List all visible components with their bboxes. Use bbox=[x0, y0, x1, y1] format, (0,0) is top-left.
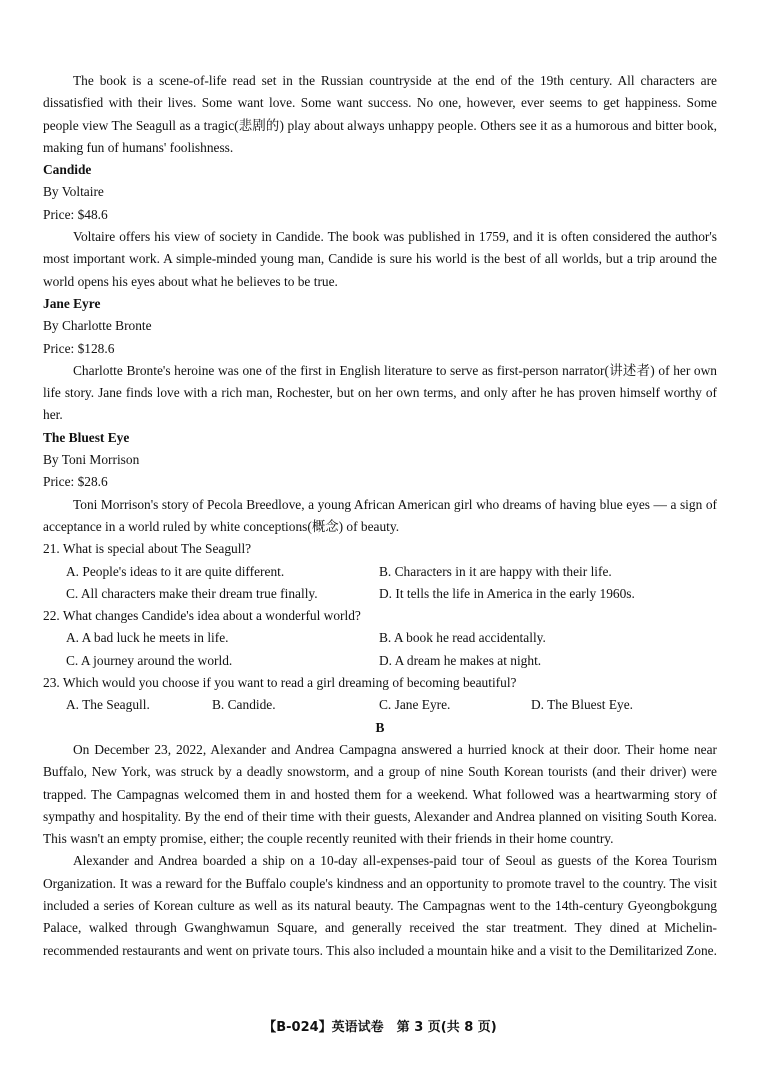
book-price: Price: $28.6 bbox=[43, 474, 108, 490]
question-22 bbox=[43, 605, 717, 672]
option-d: D. A dream he makes at night. bbox=[379, 652, 542, 668]
question-stem: 21. What is special about The Seagull? bbox=[43, 541, 252, 557]
section-b-paragraph-1: On December 23, 2022, Alexander and Andrea Campagna answered a hurried knock at their door. Their home near Buffalo, New York, was struck by a deadly snowstorm, and a group of nine South Korean tourists (and their driver) were trapped. The Campagnas welcomed them in and hosted them for a weekend. What followed was a heartwarming story of sympathy and hospitality. By the end of their time with their guests, Alexander and Andrea planned on visiting South Korea. This wasn't an empty promise, either; the couple recently reunited with their friends in their home country. bbox=[43, 741, 717, 847]
book-price: Price: $128.6 bbox=[43, 340, 115, 356]
option-row bbox=[43, 561, 717, 583]
question-stem: 23. Which would you choose if you want to read a girl dreaming of becoming beautiful? bbox=[43, 675, 517, 691]
question-21 bbox=[43, 538, 717, 605]
option-row bbox=[43, 627, 717, 649]
option-c: C. A journey around the world. bbox=[66, 652, 233, 668]
option-row bbox=[43, 583, 717, 605]
page-footer: 【B-024】英语试卷 第 3 页(共 8 页) bbox=[263, 1020, 497, 1035]
book-title: Jane Eyre bbox=[43, 295, 101, 311]
option-b: B. Candide. bbox=[212, 697, 276, 713]
book-author: By Charlotte Bronte bbox=[43, 318, 152, 334]
book-title: Candide bbox=[43, 162, 92, 178]
book-author: By Voltaire bbox=[43, 184, 104, 200]
question-stem: 22. What changes Candide's idea about a wonderful world? bbox=[43, 608, 361, 624]
option-a: A. The Seagull. bbox=[66, 697, 150, 713]
exam-page bbox=[43, 70, 717, 962]
book-price: Price: $48.6 bbox=[43, 206, 108, 222]
section-b-paragraph-2: Alexander and Andrea boarded a ship on a 10-day all-expenses-paid tour of Seoul as guests of the Korea Tourism Organization. It was a reward for the Buffalo couple's kindness and an opportunity to promote travel to the country. The visit included a series of Korean culture as well as its natural beauty. The Campagnas went to the 14th-century Gyeongbokgung Palace, walked through Gwanghwamun Square, and generally received the star treatment. They dined at Michelin-recommended restaurants and went on private tours. This also included a mountain hike and a visit to the Demilitarized Zone. bbox=[43, 853, 717, 958]
book-description: Toni Morrison's story of Pecola Breedlove, a young African American girl who dreams of having blue eyes — a sign of acceptance in a world ruled by white conceptions(概念) of beauty. bbox=[43, 496, 717, 534]
option-b: B. A book he read accidentally. bbox=[379, 630, 546, 646]
book-description: Charlotte Bronte's heroine was one of the first in English literature to serve as first-person narrator(讲述者) of her own life story. Jane finds love with a rich man, Rochester, but on her own terms, and only after he has proven himself worthy of her. bbox=[43, 362, 717, 423]
question-23 bbox=[43, 672, 717, 717]
book-entry-candide bbox=[43, 159, 717, 293]
section-b-label: B bbox=[375, 719, 385, 735]
book-description: Voltaire offers his view of society in Candide. The book was published in 1759, and it is often considered the author's most important work. A simple-minded young man, Candide is sure his world is the best of all worlds, but a trip around the world opens his eyes about what he believes to be true. bbox=[43, 229, 717, 289]
option-a: A. A bad luck he meets in life. bbox=[66, 630, 229, 646]
option-row bbox=[43, 650, 717, 672]
seagull-description: The book is a scene-of-life read set in the Russian countryside at the end of the 19th century. All characters are dissatisfied with their lives. Some want love. Some want success. No one, however, ever seems to get happiness. Some people view The Seagull as a tragic(悲剧的) play about always unhappy people. Others see it as a humorous and bitter book, making fun of humans' foolishness. bbox=[43, 73, 717, 155]
option-c: C. All characters make their dream true finally. bbox=[66, 585, 318, 601]
option-row bbox=[43, 694, 717, 716]
book-entry-bluest-eye bbox=[43, 427, 717, 538]
book-entry-jane-eyre bbox=[43, 293, 717, 427]
book-author: By Toni Morrison bbox=[43, 452, 140, 468]
book-title: The Bluest Eye bbox=[43, 429, 130, 445]
option-d: D. The Bluest Eye. bbox=[531, 697, 634, 713]
option-b: B. Characters in it are happy with their life. bbox=[379, 563, 612, 579]
option-d: D. It tells the life in America in the early 1960s. bbox=[379, 585, 635, 601]
option-a: A. People's ideas to it are quite different. bbox=[66, 563, 285, 579]
option-c: C. Jane Eyre. bbox=[379, 697, 451, 713]
